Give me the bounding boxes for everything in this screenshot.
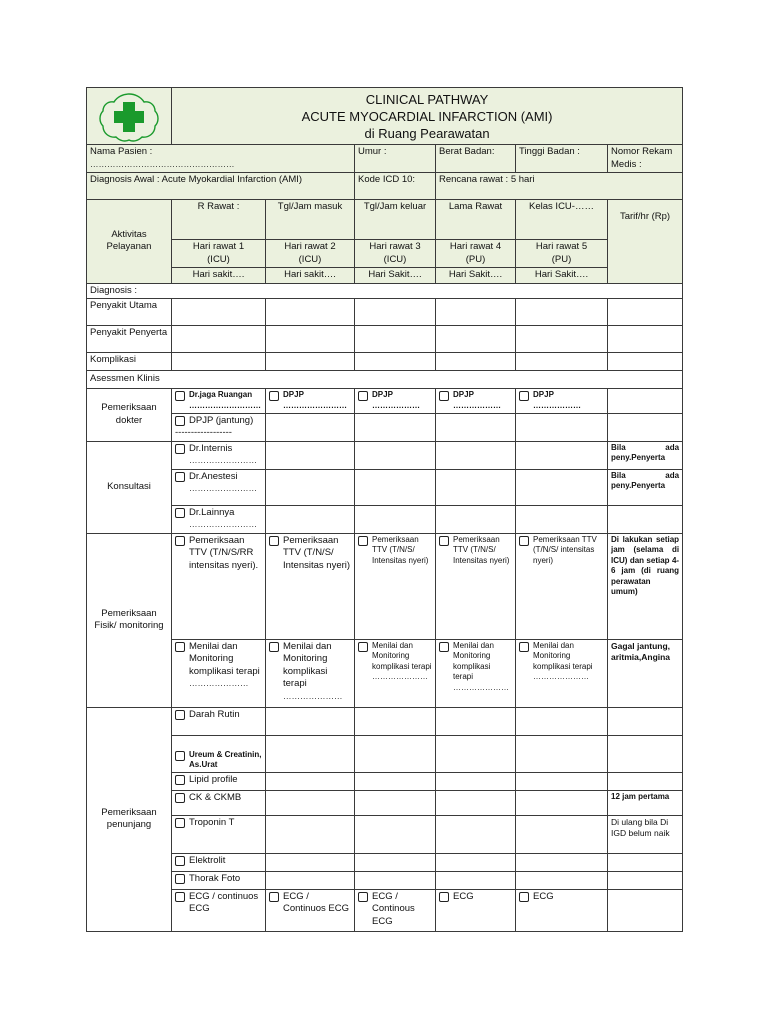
cell[interactable] bbox=[436, 853, 516, 871]
cell[interactable] bbox=[266, 735, 355, 772]
cell[interactable] bbox=[516, 815, 608, 853]
cell[interactable] bbox=[355, 707, 436, 735]
cell[interactable] bbox=[355, 815, 436, 853]
cell[interactable] bbox=[608, 871, 683, 889]
checkbox-icon[interactable] bbox=[175, 874, 185, 884]
day-3-sakit: Hari Sakit…. bbox=[355, 268, 436, 284]
ecg-day3[interactable]: ECG / Continous ECG bbox=[355, 889, 436, 931]
elektrolit-item[interactable]: Elektrolit bbox=[172, 853, 266, 871]
cell[interactable] bbox=[266, 353, 355, 371]
checkbox-icon[interactable] bbox=[175, 472, 185, 482]
checkbox-icon[interactable] bbox=[439, 536, 449, 546]
checkbox-icon[interactable] bbox=[175, 416, 185, 426]
menilai-day3[interactable]: Menilai dan Monitoring komplikasi terapi ………………… bbox=[355, 639, 436, 707]
checkbox-icon[interactable] bbox=[269, 892, 279, 902]
kode-icd-field[interactable]: Kode ICD 10: bbox=[355, 173, 436, 200]
checkbox-icon[interactable] bbox=[175, 642, 185, 652]
thorak-item[interactable]: Thorak Foto bbox=[172, 871, 266, 889]
darah-rutin-item[interactable]: Darah Rutin bbox=[172, 707, 266, 735]
cell[interactable] bbox=[266, 413, 355, 441]
cell[interactable] bbox=[355, 853, 436, 871]
checkbox-icon[interactable] bbox=[175, 710, 185, 720]
cell[interactable] bbox=[436, 505, 516, 533]
checkbox-icon[interactable] bbox=[175, 391, 185, 401]
cell[interactable] bbox=[516, 735, 608, 772]
cell[interactable] bbox=[608, 889, 683, 931]
checkbox-icon[interactable] bbox=[175, 536, 185, 546]
dpjp-item-day2[interactable]: DPJP …………………… bbox=[266, 389, 355, 414]
berat-badan-field[interactable]: Berat Badan: bbox=[436, 145, 516, 173]
menilai-day2[interactable]: Menilai dan Monitoring komplikasi terapi ………………… bbox=[266, 639, 355, 707]
day-2-sakit: Hari sakit…. bbox=[266, 268, 355, 284]
cell[interactable] bbox=[516, 441, 608, 469]
dr-internis-item[interactable]: Dr.Internis …………………… bbox=[172, 441, 266, 469]
lipid-item[interactable]: Lipid profile bbox=[172, 772, 266, 790]
cell[interactable] bbox=[266, 441, 355, 469]
cell[interactable] bbox=[436, 299, 516, 326]
menilai-day4[interactable]: Menilai dan Monitoring komplikasi terapi ………………… bbox=[436, 639, 516, 707]
nomor-rekam-medis-field[interactable]: Nomor Rekam Medis : bbox=[608, 145, 683, 173]
title-line-3: di Ruang Pearawatan bbox=[364, 125, 490, 141]
cell[interactable] bbox=[608, 735, 683, 772]
checkbox-icon[interactable] bbox=[175, 775, 185, 785]
cell[interactable] bbox=[355, 441, 436, 469]
cell[interactable] bbox=[436, 441, 516, 469]
ecg-day5[interactable]: ECG bbox=[516, 889, 608, 931]
hospital-logo-icon bbox=[97, 91, 161, 143]
ttv-day5[interactable]: Pemeriksaan TTV (T/N/S/ intensitas nyeri) bbox=[516, 533, 608, 639]
cell[interactable] bbox=[608, 353, 683, 371]
cell[interactable] bbox=[266, 326, 355, 353]
penyakit-utama-label: Penyakit Utama bbox=[87, 299, 172, 326]
troponin-item[interactable]: Troponin T bbox=[172, 815, 266, 853]
diagnosis-awal: Diagnosis Awal : Acute Myokardial Infarction (AMI) bbox=[87, 173, 355, 200]
cell[interactable] bbox=[355, 469, 436, 505]
cell[interactable] bbox=[355, 772, 436, 790]
umur-field[interactable]: Umur : bbox=[355, 145, 436, 173]
ecg-day2[interactable]: ECG / Continuos ECG bbox=[266, 889, 355, 931]
ureum-item[interactable]: Ureum & Creatinin, As.Urat bbox=[172, 735, 266, 772]
cell[interactable] bbox=[516, 853, 608, 871]
cell[interactable] bbox=[608, 389, 683, 414]
tgl-keluar-header: Tgl/Jam keluar bbox=[355, 200, 436, 240]
checkbox-icon[interactable] bbox=[439, 892, 449, 902]
cell[interactable] bbox=[516, 772, 608, 790]
ket-internis: Bila ada peny.Penyerta bbox=[608, 441, 683, 469]
checkbox-icon[interactable] bbox=[358, 892, 368, 902]
cell[interactable] bbox=[516, 413, 608, 441]
cell[interactable] bbox=[436, 353, 516, 371]
checkbox-icon[interactable] bbox=[175, 856, 185, 866]
logo-cell bbox=[87, 88, 172, 145]
checkbox-icon[interactable] bbox=[175, 508, 185, 518]
cell[interactable] bbox=[172, 353, 266, 371]
ket-ttv: Di lakukan setiap jam (selama di ICU) dan setiap 4-6 jam (di ruang perawatan umum) bbox=[608, 533, 683, 639]
checkbox-icon[interactable] bbox=[269, 642, 279, 652]
cell[interactable] bbox=[608, 853, 683, 871]
ttv-day4[interactable]: Pemeriksaan TTV (T/N/S/ Intensitas nyeri) bbox=[436, 533, 516, 639]
checkbox-icon[interactable] bbox=[358, 391, 368, 401]
cell[interactable] bbox=[355, 353, 436, 371]
day-4-sakit: Hari Sakit…. bbox=[436, 268, 516, 284]
dr-lainnya-item[interactable]: Dr.Lainnya …………………… bbox=[172, 505, 266, 533]
cell[interactable] bbox=[172, 299, 266, 326]
clinical-pathway-form bbox=[86, 87, 683, 932]
cell[interactable] bbox=[266, 790, 355, 815]
dpjp-jantung-item[interactable]: DPJP (jantung) ------------------ bbox=[172, 413, 266, 441]
form-title bbox=[172, 88, 683, 145]
cell[interactable] bbox=[516, 299, 608, 326]
cell[interactable] bbox=[516, 353, 608, 371]
tarif-header: Tarif/hr (Rp) bbox=[619, 211, 671, 223]
checkbox-icon[interactable] bbox=[519, 536, 529, 546]
checkbox-icon[interactable] bbox=[175, 444, 185, 454]
cell[interactable] bbox=[516, 871, 608, 889]
cell[interactable] bbox=[266, 299, 355, 326]
checkbox-icon[interactable] bbox=[175, 818, 185, 828]
cell[interactable] bbox=[355, 871, 436, 889]
checkbox-icon[interactable] bbox=[358, 536, 368, 546]
cell[interactable] bbox=[436, 735, 516, 772]
rencana-rawat: Rencana rawat : 5 hari bbox=[436, 173, 683, 200]
cell[interactable] bbox=[516, 707, 608, 735]
cell[interactable] bbox=[355, 505, 436, 533]
cell[interactable] bbox=[516, 326, 608, 353]
dr-anestesi-item[interactable]: Dr.Anestesi …………………… bbox=[172, 469, 266, 505]
ttv-day3[interactable]: Pemeriksaan TTV (T/N/S/ Intensitas nyeri) bbox=[355, 533, 436, 639]
ttv-day2[interactable]: Pemeriksaan TTV (T/N/S/ Intensitas nyeri) bbox=[266, 533, 355, 639]
checkbox-icon[interactable] bbox=[439, 391, 449, 401]
ket-menilai: Gagal jantung, aritmia,Angina bbox=[608, 639, 683, 707]
konsultasi-label: Konsultasi bbox=[87, 441, 172, 533]
cell[interactable] bbox=[608, 413, 683, 441]
cell[interactable] bbox=[436, 871, 516, 889]
tgl-masuk-header: Tgl/Jam masuk bbox=[266, 200, 355, 240]
cell[interactable] bbox=[436, 772, 516, 790]
keterangan-header bbox=[608, 200, 683, 284]
cell[interactable] bbox=[355, 299, 436, 326]
checkbox-icon[interactable] bbox=[175, 751, 185, 761]
dr-jaga-item[interactable]: Dr.jaga Ruangan ……………………… bbox=[172, 389, 266, 414]
ecg-day1[interactable]: ECG / continuos ECG bbox=[172, 889, 266, 931]
cell[interactable] bbox=[608, 707, 683, 735]
day-1-header: Hari rawat 1 (ICU) bbox=[172, 240, 266, 268]
tinggi-badan-field[interactable]: Tinggi Badan : bbox=[516, 145, 608, 173]
menilai-day1[interactable]: Menilai dan Monitoring komplikasi terapi ………………… bbox=[172, 639, 266, 707]
day-5-header: Hari rawat 5 (PU) bbox=[516, 240, 608, 268]
nama-pasien-field[interactable]: Nama Pasien : …………………………………………… bbox=[87, 145, 355, 173]
day-2-header: Hari rawat 2 (ICU) bbox=[266, 240, 355, 268]
cell[interactable] bbox=[266, 853, 355, 871]
cell[interactable] bbox=[516, 505, 608, 533]
cell[interactable] bbox=[436, 413, 516, 441]
dpjp-item-day3[interactable]: DPJP ……………… bbox=[355, 389, 436, 414]
cell[interactable] bbox=[266, 815, 355, 853]
checkbox-icon[interactable] bbox=[519, 892, 529, 902]
day-1-sakit: Hari sakit…. bbox=[172, 268, 266, 284]
checkbox-icon[interactable] bbox=[269, 391, 279, 401]
cell[interactable] bbox=[266, 505, 355, 533]
ecg-day4[interactable]: ECG bbox=[436, 889, 516, 931]
ck-item[interactable]: CK & CKMB bbox=[172, 790, 266, 815]
cell[interactable] bbox=[266, 469, 355, 505]
cell[interactable] bbox=[608, 326, 683, 353]
title-line-2: ACUTE MYOCARDIAL INFARCTION (AMI) bbox=[301, 108, 553, 124]
cell[interactable] bbox=[608, 772, 683, 790]
dpjp-item-day4[interactable]: DPJP ……………… bbox=[436, 389, 516, 414]
cell[interactable] bbox=[436, 815, 516, 853]
title-line-1: CLINICAL PATHWAY bbox=[365, 91, 489, 107]
checkbox-icon[interactable] bbox=[358, 642, 368, 652]
cell[interactable] bbox=[436, 326, 516, 353]
cell[interactable] bbox=[516, 790, 608, 815]
penyakit-penyerta-label: Penyakit Penyerta bbox=[87, 326, 172, 353]
cell[interactable] bbox=[436, 707, 516, 735]
day-4-header: Hari rawat 4 (PU) bbox=[436, 240, 516, 268]
r-rawat-header: R Rawat : bbox=[172, 200, 266, 240]
ket-anestesi: Bila ada peny.Penyerta bbox=[608, 469, 683, 505]
cell[interactable] bbox=[355, 790, 436, 815]
cell[interactable] bbox=[516, 469, 608, 505]
ket-ck: 12 jam pertama bbox=[608, 790, 683, 815]
checkbox-icon[interactable] bbox=[439, 642, 449, 652]
cell[interactable] bbox=[608, 299, 683, 326]
cell[interactable] bbox=[355, 735, 436, 772]
aktivitas-pelayanan-header: Aktivitas Pelayanan bbox=[87, 200, 172, 284]
checkbox-icon[interactable] bbox=[519, 642, 529, 652]
day-5-sakit: Hari Sakit…. bbox=[516, 268, 608, 284]
kelas-header: Kelas ICU-…… bbox=[516, 200, 608, 240]
cell[interactable] bbox=[266, 707, 355, 735]
checkbox-icon[interactable] bbox=[175, 892, 185, 902]
cell[interactable] bbox=[266, 772, 355, 790]
checkbox-icon[interactable] bbox=[519, 391, 529, 401]
pemeriksaan-fisik-label: Pemeriksaan Fisik/ monitoring bbox=[87, 533, 172, 707]
checkbox-icon[interactable] bbox=[175, 793, 185, 803]
day-3-header: Hari rawat 3 (ICU) bbox=[355, 240, 436, 268]
ttv-day1[interactable]: Pemeriksaan TTV (T/N/S/RR intensitas nyeri). bbox=[172, 533, 266, 639]
dpjp-item-day5[interactable]: DPJP ……………… bbox=[516, 389, 608, 414]
cell[interactable] bbox=[355, 326, 436, 353]
pemeriksaan-penunjang-label: Pemeriksaan penunjang bbox=[87, 707, 172, 931]
komplikasi-label: Komplikasi bbox=[87, 353, 172, 371]
asesmen-klinis-label: Asessmen Klinis bbox=[87, 371, 683, 389]
cell[interactable] bbox=[436, 790, 516, 815]
cell[interactable] bbox=[266, 871, 355, 889]
menilai-day5[interactable]: Menilai dan Monitoring komplikasi terapi ………………… bbox=[516, 639, 608, 707]
cell[interactable] bbox=[172, 326, 266, 353]
diagnosis-label: Diagnosis : bbox=[87, 283, 683, 299]
pemeriksaan-dokter-label: Pemeriksaan dokter bbox=[87, 389, 172, 442]
cell[interactable] bbox=[355, 413, 436, 441]
lama-rawat-header: Lama Rawat bbox=[436, 200, 516, 240]
checkbox-icon[interactable] bbox=[269, 536, 279, 546]
cell[interactable] bbox=[436, 469, 516, 505]
cell[interactable] bbox=[608, 505, 683, 533]
ket-troponin: Di ulang bila Di IGD belum naik bbox=[608, 815, 683, 853]
